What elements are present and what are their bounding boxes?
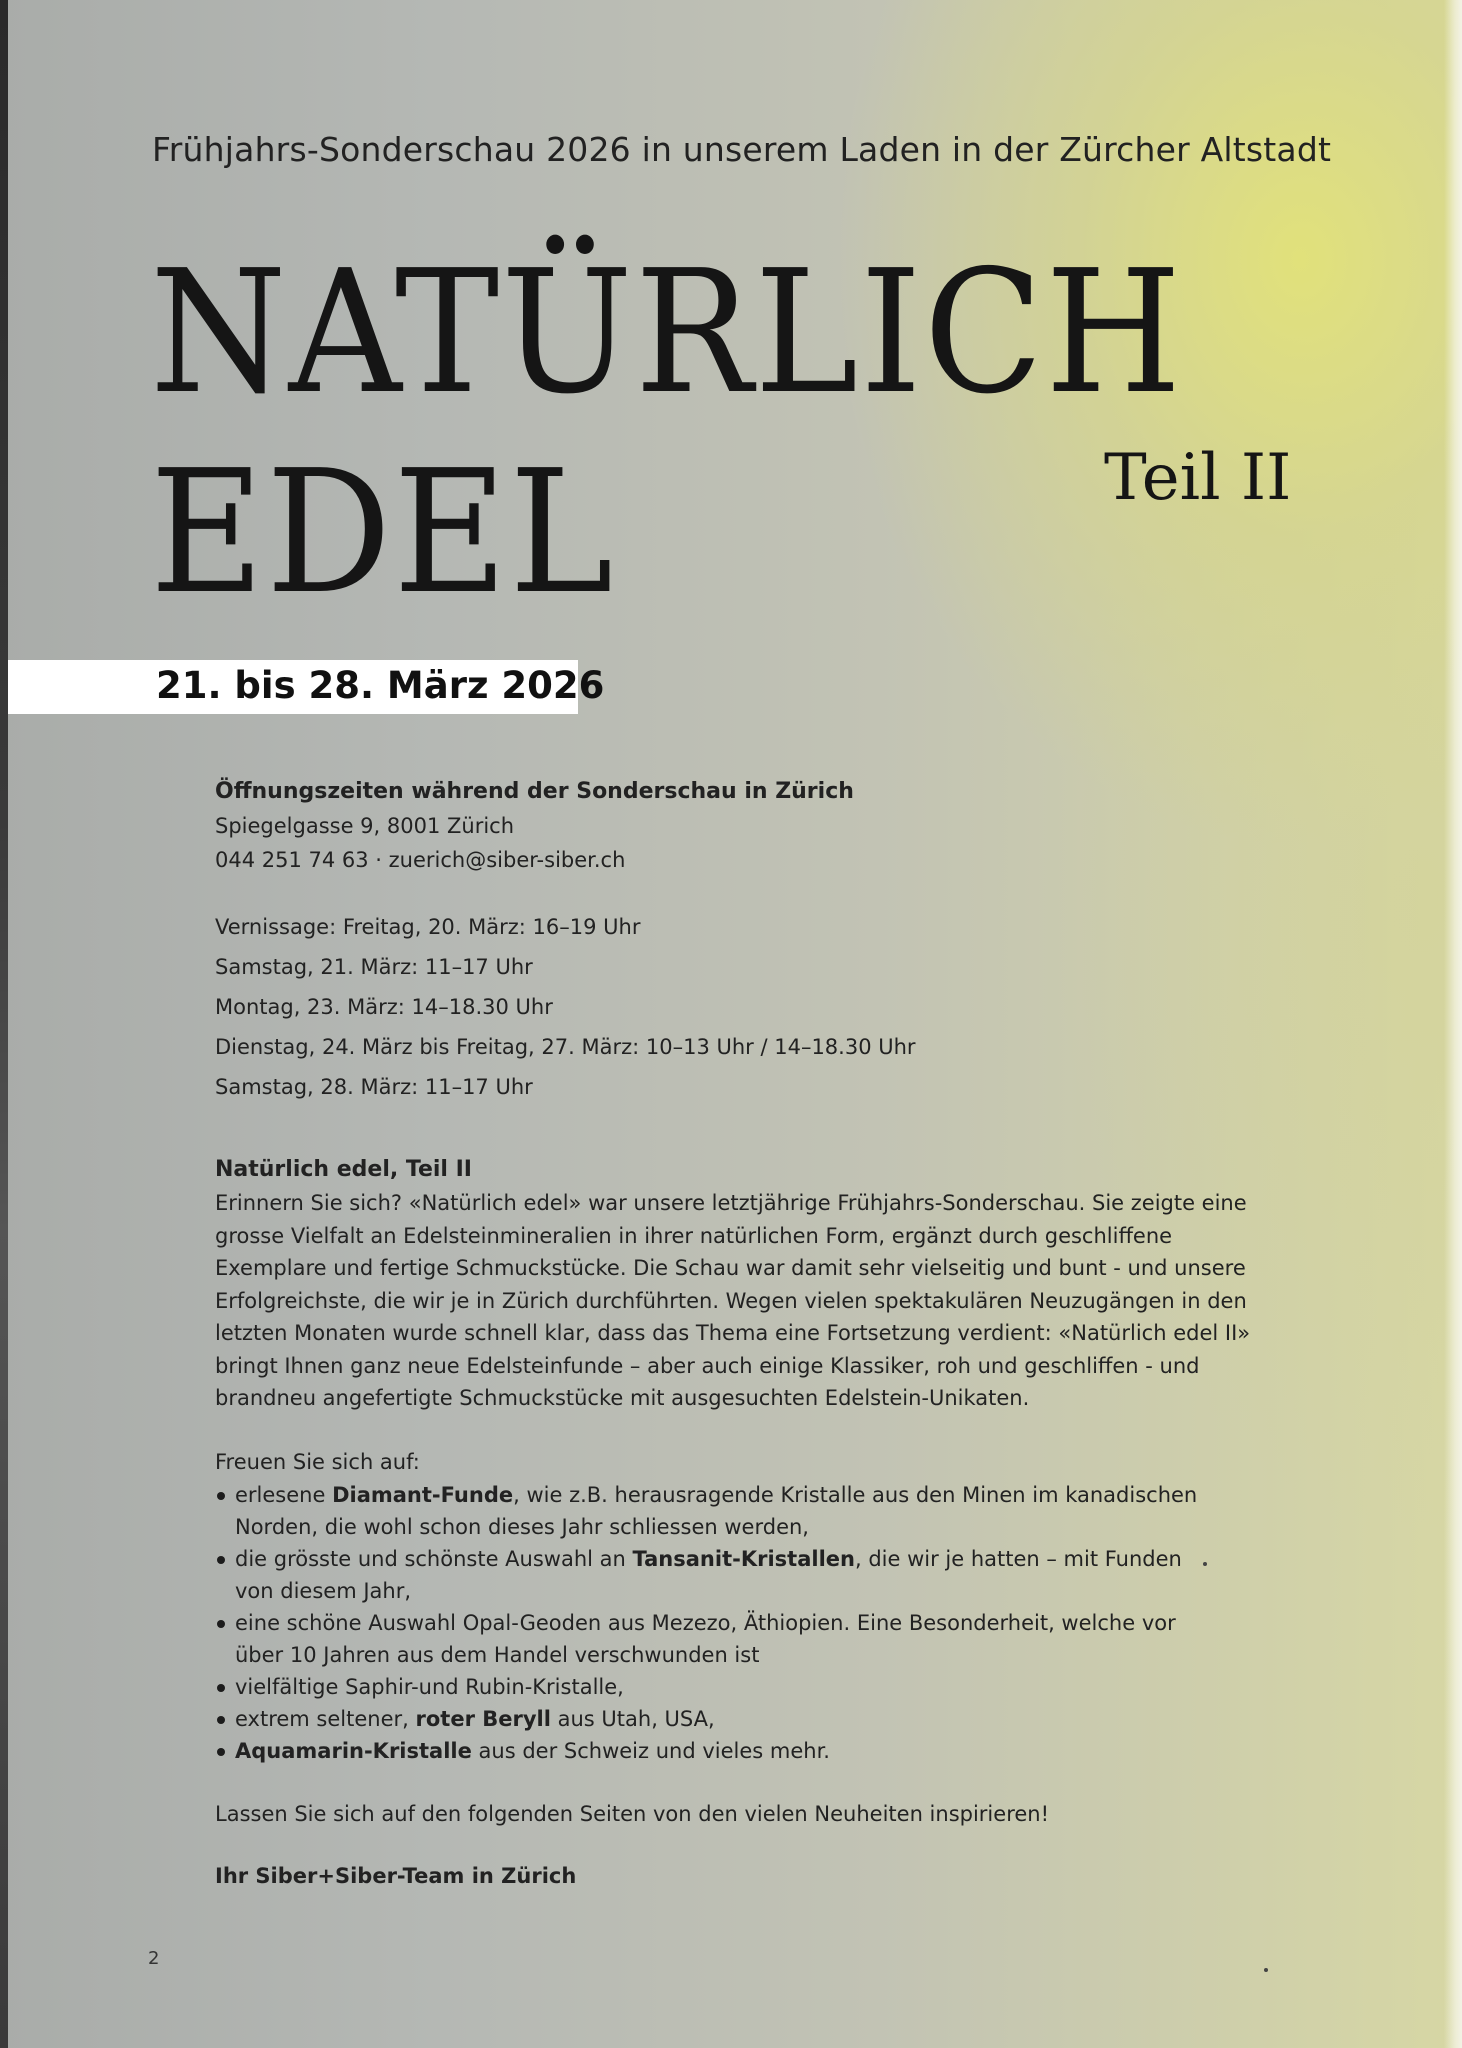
highlight-item: vielfältige Saphir-und Rubin-Kristalle, [215,1671,1215,1703]
highlights-lead: Freuen Sie sich auf: [215,1449,420,1474]
highlights-list [215,1479,1295,1767]
title-line-natuerlich: NATÜRLICH [150,234,1184,432]
contact-heading: Öffnungszeiten während der Sonderschau in Zürich [215,779,854,804]
opening-hours-list [215,907,1295,1107]
hours-item: Samstag, 21. März: 11–17 Uhr [215,955,533,979]
highlight-item: Aquamarin-Kristalle aus der Schweiz und vieles mehr. [215,1735,1215,1767]
highlight-item: extrem seltener, roter Beryll aus Utah, USA, [215,1703,1215,1735]
event-subtitle: Frühjahrs-Sonderschau 2026 in unserem Laden in der Zürcher Altstadt [152,130,1332,169]
title-part-label: Teil II [1104,441,1292,515]
highlight-item: erlesene Diamant-Funde, wie z.B. herausragende Kristalle aus den Minen im kanadischen Norden, die wohl schon dieses Jahr schliessen werden, [215,1479,1215,1543]
hours-item: Montag, 23. März: 14–18.30 Uhr [215,995,553,1019]
hours-item: Dienstag, 24. März bis Freitag, 27. März: 10–13 Uhr / 14–18.30 Uhr [215,1035,916,1059]
hours-item: Vernissage: Freitag, 20. März: 16–19 Uhr [215,915,641,939]
page-number: 2 [148,1948,160,1969]
print-speck [1264,1968,1268,1972]
main-content [215,775,1295,1893]
intro-heading: Natürlich edel, Teil II [215,1157,472,1182]
intro-paragraph: Erinnern Sie sich? «Natürlich edel» war unsere letztjährige Frühjahrs-Sonderschau. Sie zeigte eine grosse Vielfalt an Edelsteinmineralien in ihrer natürlichen Form, ergänzt durch geschliffene Exemplare und fertige Schmuckstücke. Die Schau war damit sehr vielseitig und bunt - und unsere Erfolgreichste, die wir je in Zürich durchführten. Wegen vielen spektakulären Neuzugängen in den letzten Monaten wurde schnell klar, dass das Thema eine Fortsetzung verdient: «Natürlich edel II» bringt Ihnen ganz neue Edelsteinfunde – aber auch einige Klassiker, roh und geschliffen - und brandneu angefertigte Schmuckstücke mit ausgesuchten Edelstein-Unikaten. [215,1191,1251,1410]
contact-address: Spiegelgasse 9, 8001 Zürich [215,814,515,838]
date-banner-text: 21. bis 28. März 2026 [156,664,605,707]
title-line-edel: EDEL [150,434,615,632]
signature: Ihr Siber+Siber-Team in Zürich [215,1863,577,1888]
closing-line: Lassen Sie sich auf den folgenden Seiten von den vielen Neuheiten inspirieren! [215,1801,1050,1826]
contact-phone-email: 044 251 74 63 · zuerich@siber-siber.ch [215,848,626,872]
print-speck [1203,1562,1207,1566]
hours-item: Samstag, 28. März: 11–17 Uhr [215,1075,533,1099]
highlight-item: die grösste und schönste Auswahl an Tansanit-Kristallen, die wir je hatten – mit Funden von diesem Jahr, [215,1543,1215,1607]
highlight-item: eine schöne Auswahl Opal-Geoden aus Mezezo, Äthiopien. Eine Besonderheit, welche vor über 10 Jahren aus dem Handel verschwunden ist [215,1607,1215,1671]
page-edge-left [0,0,8,2048]
page-edge-right [1444,0,1462,2048]
